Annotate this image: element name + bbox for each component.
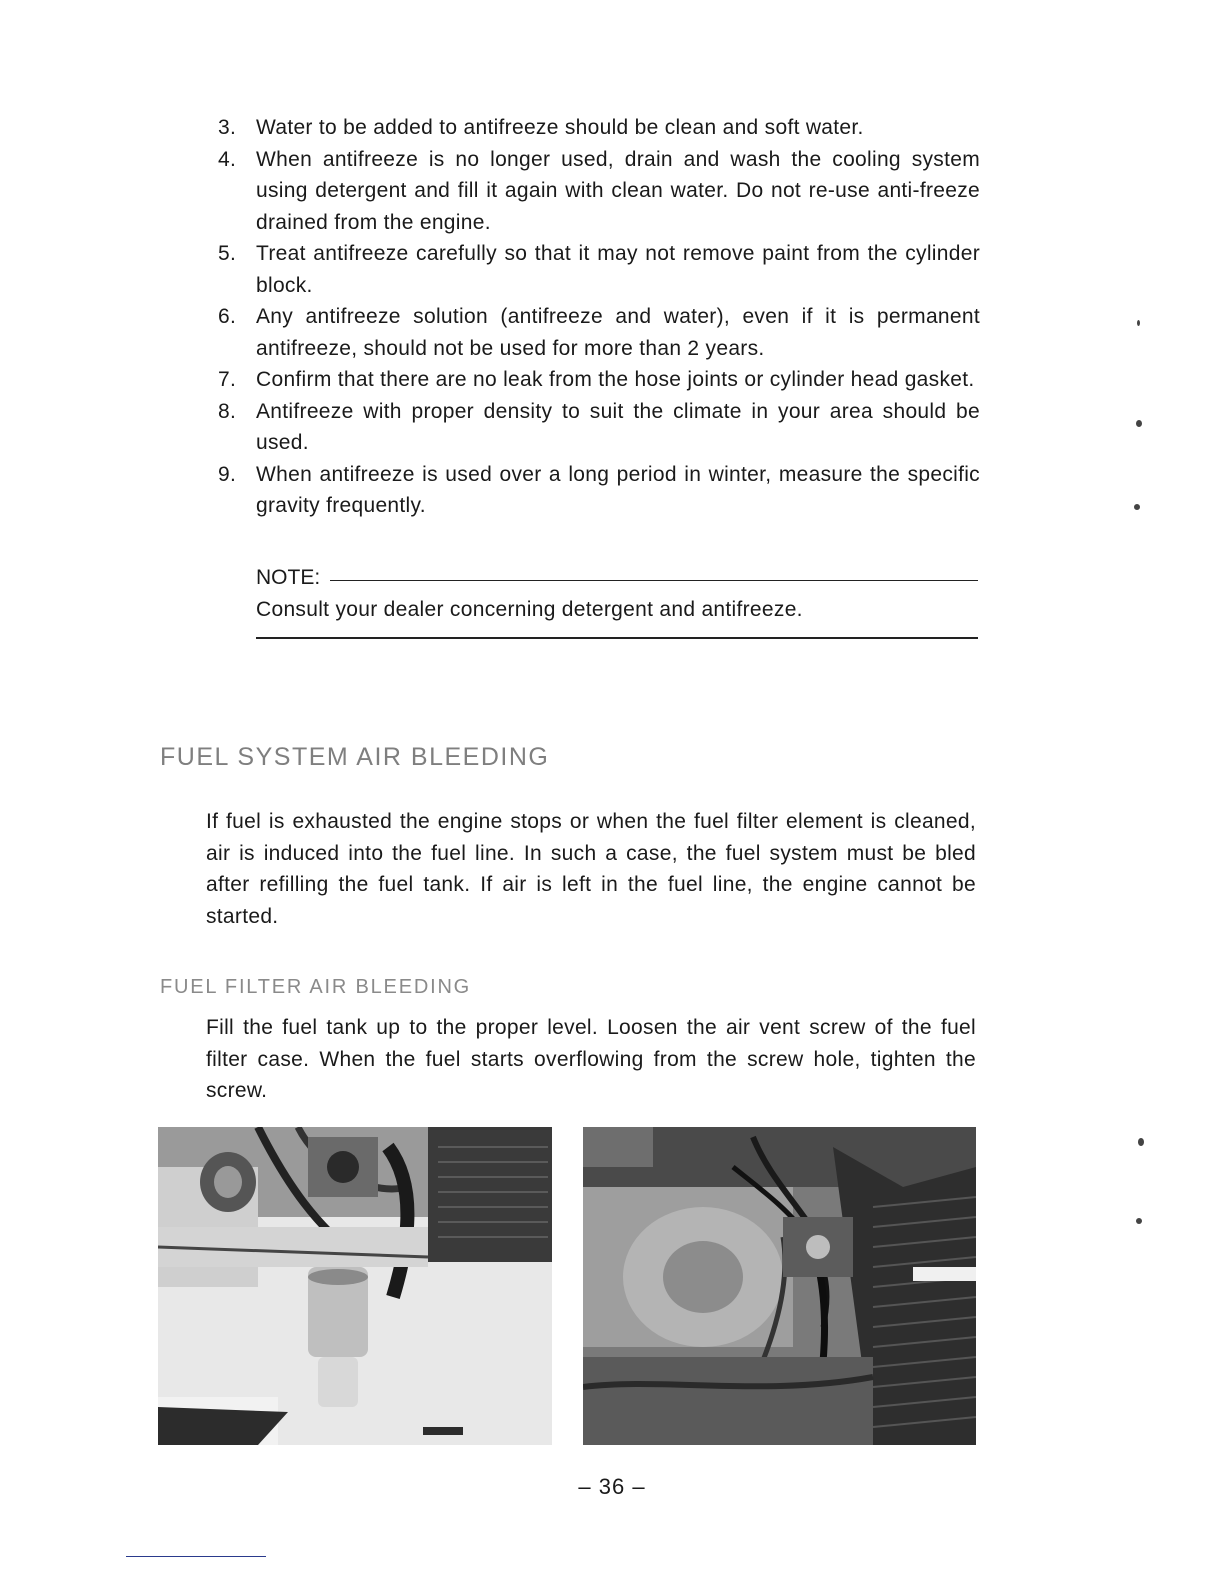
note-text: Consult your dealer concerning detergent and antifreeze. xyxy=(256,598,803,621)
list-item xyxy=(218,112,980,144)
list-item-number: 6. xyxy=(218,305,237,328)
scan-speck xyxy=(1138,1138,1144,1146)
list-item xyxy=(218,364,980,396)
list-item-text: Antifreeze with proper density to suit the climate in your area should be used. xyxy=(256,399,980,454)
scan-speck xyxy=(1134,504,1140,510)
list-item xyxy=(218,459,980,522)
fuel-filter-photo-left xyxy=(158,1127,552,1445)
list-item-text: Water to be added to antifreeze should be clean and soft water. xyxy=(256,116,864,139)
note-header xyxy=(256,563,978,593)
antifreeze-list xyxy=(218,112,980,522)
list-item-text: Treat antifreeze carefully so that it may not remove paint from the cylinder block. xyxy=(256,242,980,297)
scan-speck xyxy=(1137,320,1140,326)
fuel-filter-photo-right xyxy=(583,1127,976,1445)
subsection-heading: FUEL FILTER AIR BLEEDING xyxy=(160,976,472,998)
list-item-text: Any antifreeze solution (antifreeze and water), even if it is permanent antifreeze, should not be used for more than 2 years. xyxy=(256,305,980,360)
page-number: – 36 – xyxy=(578,1474,646,1499)
list-item-number: 7. xyxy=(218,368,237,391)
footer-rule xyxy=(126,1556,266,1557)
scan-speck xyxy=(1136,420,1142,427)
section-paragraph: If fuel is exhausted the engine stops or when the fuel filter element is cleaned, air is induced into the fuel line. In such a case, the fuel system must be bled after refilling the fuel tank. If air is left in the fuel line, the engine cannot be started. xyxy=(206,810,976,928)
list-item-text: When antifreeze is no longer used, drain and wash the cooling system using detergent and fill it again with clean water. Do not re-use anti-freeze drained from the engine. xyxy=(256,147,980,234)
list-item-number: 4. xyxy=(218,147,237,171)
list-item-number: 5. xyxy=(218,242,237,265)
subsection-paragraph: Fill the fuel tank up to the proper level. Loosen the air vent screw of the fuel filter case. When the fuel starts overflowing from the screw hole, tighten the screw. xyxy=(206,1016,976,1102)
note-label: NOTE: xyxy=(256,566,321,589)
list-item xyxy=(218,396,980,459)
list-item-text: When antifreeze is used over a long period in winter, measure the specific gravity frequently. xyxy=(256,462,980,517)
list-item xyxy=(218,301,980,364)
list-item-text: Confirm that there are no leak from the hose joints or cylinder head gasket. xyxy=(256,368,975,391)
note-bottom-rule xyxy=(256,637,978,639)
list-item xyxy=(218,238,980,301)
scan-speck xyxy=(1136,1218,1142,1224)
note-top-rule xyxy=(330,580,978,581)
list-item-number: 8. xyxy=(218,399,237,423)
list-item xyxy=(218,144,980,239)
list-item-number: 9. xyxy=(218,462,237,486)
section-heading: FUEL SYSTEM AIR BLEEDING xyxy=(160,743,550,771)
note-box xyxy=(256,563,978,639)
list-item-number: 3. xyxy=(218,116,237,139)
